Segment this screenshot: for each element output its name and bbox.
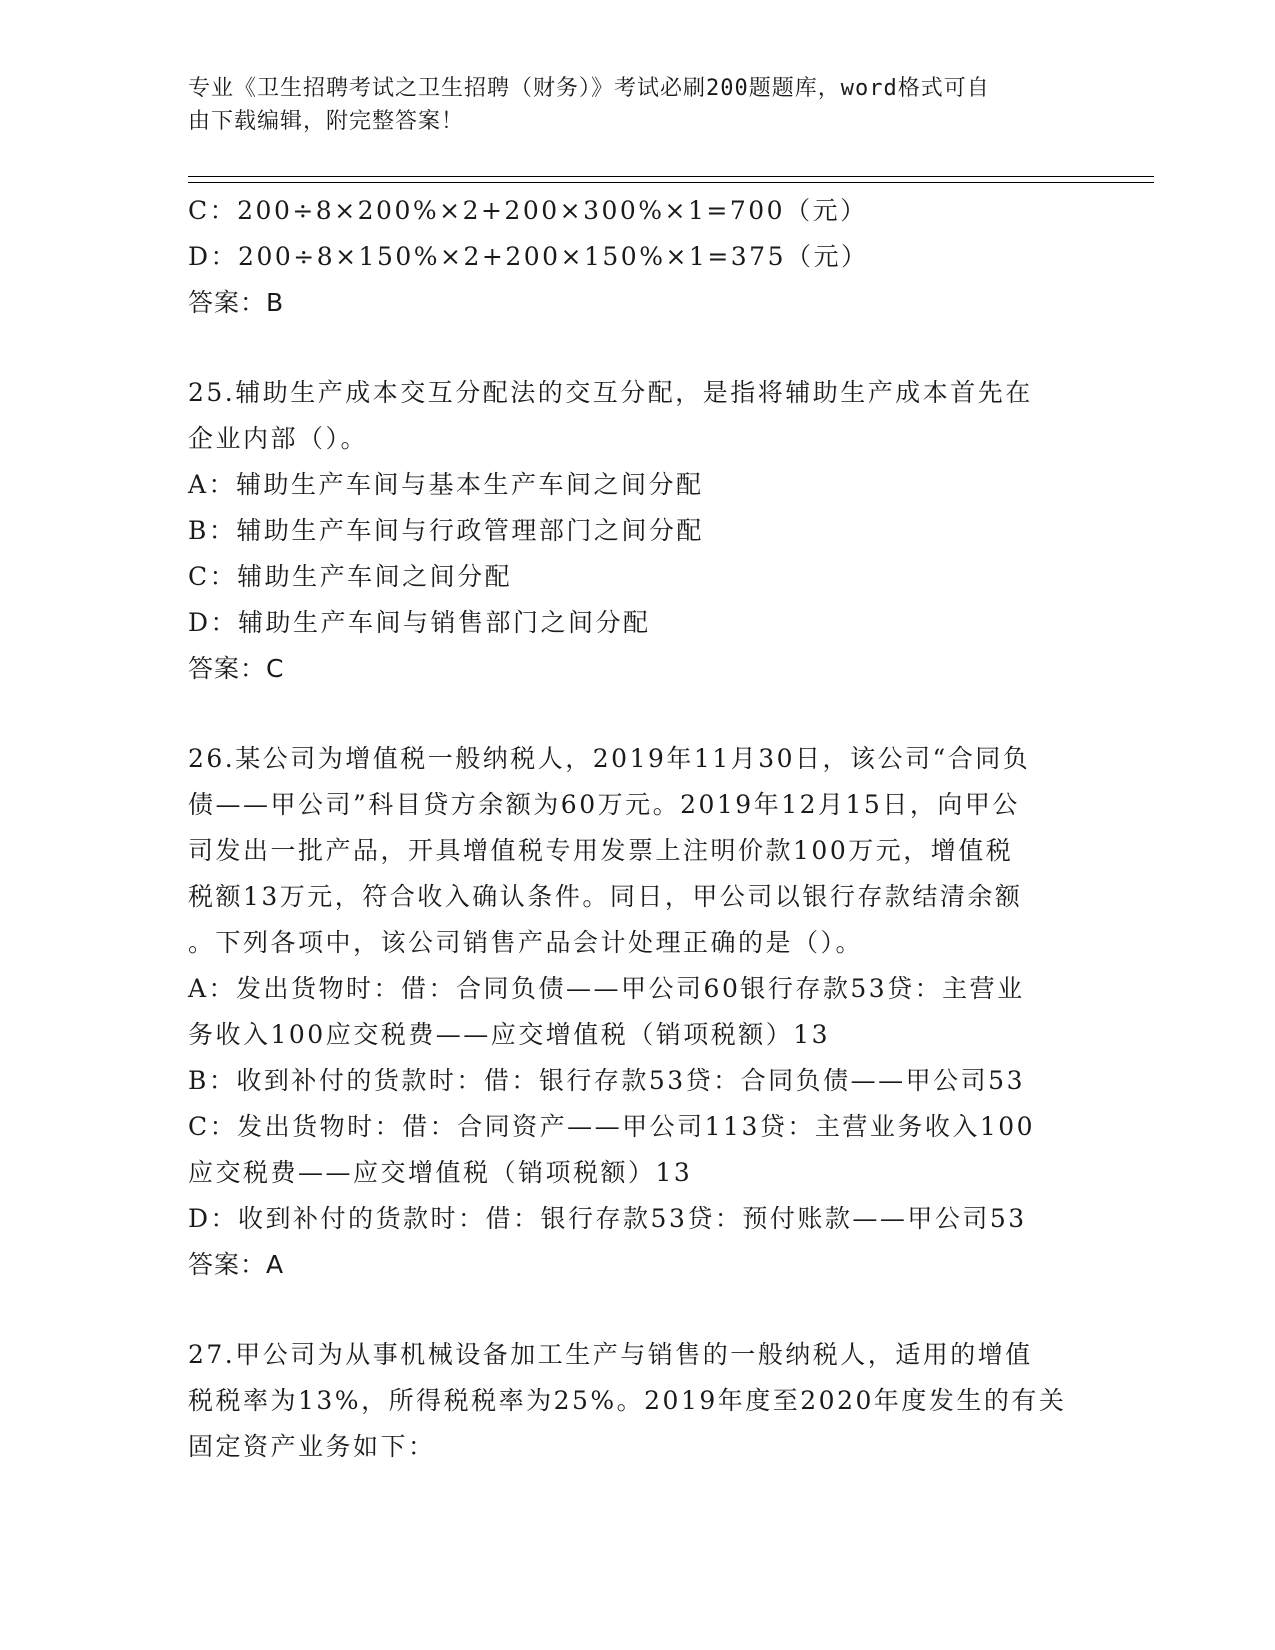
- question-stem: 债——甲公司”科目贷方余额为60万元。2019年12月15日，向甲公: [188, 790, 1020, 819]
- question-25: [188, 370, 1088, 692]
- answer: 答案：A: [188, 1250, 285, 1279]
- question-stem: 企业内部（）。: [188, 424, 369, 453]
- option-b: B：收到补付的货款时：借：银行存款53贷：合同负债——甲公司53: [188, 1066, 1025, 1095]
- document-header: [188, 72, 1088, 138]
- header-divider-bottom: [188, 182, 1154, 183]
- spacer: [188, 326, 1088, 370]
- option-c: C：辅助生产车间之间分配: [188, 562, 513, 591]
- answer: 答案：B: [188, 288, 285, 317]
- question-24-tail: [188, 188, 1088, 326]
- document-body: [188, 188, 1088, 1470]
- option-b: B：辅助生产车间与行政管理部门之间分配: [188, 516, 704, 545]
- header-divider-top: [188, 176, 1154, 177]
- spacer: [188, 692, 1088, 736]
- question-stem: 25.辅助生产成本交互分配法的交互分配，是指将辅助生产成本首先在: [188, 378, 1033, 407]
- header-line-2: 由下载编辑，附完整答案！: [188, 109, 465, 134]
- option-d: D：收到补付的货款时：借：银行存款53贷：预付账款——甲公司53: [188, 1204, 1027, 1233]
- question-stem: 固定资产业务如下：: [188, 1432, 436, 1461]
- option-c: C：200÷8×200%×2+200×300%×1=700（元）: [188, 196, 868, 225]
- question-stem: 税额13万元，符合收入确认条件。同日，甲公司以银行存款结清余额: [188, 882, 1023, 911]
- option-a: A：发出货物时：借：合同负债——甲公司60银行存款53贷：主营业: [188, 974, 1025, 1003]
- question-stem: 。下列各项中，该公司销售产品会计处理正确的是（）。: [188, 928, 864, 957]
- question-stem: 27.甲公司为从事机械设备加工生产与销售的一般纳税人，适用的增值: [188, 1340, 1033, 1369]
- option-a: A：辅助生产车间与基本生产车间之间分配: [188, 470, 704, 499]
- option-d: D：200÷8×150%×2+200×150%×1=375（元）: [188, 242, 869, 271]
- option-a-continued: 务收入100应交税费——应交增值税（销项税额）13: [188, 1020, 831, 1049]
- question-27: [188, 1332, 1088, 1470]
- header-line-1: 专业《卫生招聘考试之卫生招聘（财务）》考试必刷200题题库，word格式可自: [188, 76, 990, 101]
- question-stem: 司发出一批产品，开具增值税专用发票上注明价款100万元，增值税: [188, 836, 1014, 865]
- question-26: [188, 736, 1088, 1288]
- question-stem: 税税率为13%，所得税税率为25%。2019年度至2020年度发生的有关: [188, 1386, 1067, 1415]
- question-stem: 26.某公司为增值税一般纳税人，2019年11月30日，该公司“合同负: [188, 744, 1031, 773]
- option-d: D：辅助生产车间与销售部门之间分配: [188, 608, 651, 637]
- option-c: C：发出货物时：借：合同资产——甲公司113贷：主营业务收入100: [188, 1112, 1036, 1141]
- spacer: [188, 1288, 1088, 1332]
- answer: 答案：C: [188, 654, 285, 683]
- option-c-continued: 应交税费——应交增值税（销项税额）13: [188, 1158, 693, 1187]
